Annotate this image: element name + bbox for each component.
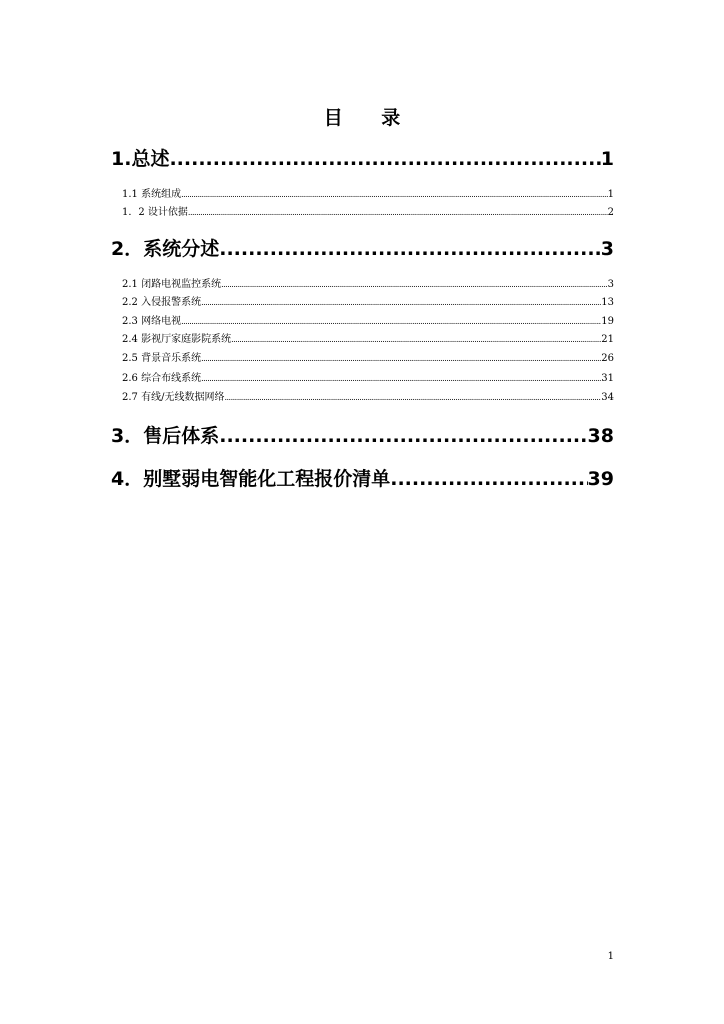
toc-entry-page: 31 (601, 373, 614, 384)
toc-entry-page: 26 (601, 353, 614, 364)
toc-entry-label: 2.4 影视厅家庭影院系统 (122, 334, 232, 345)
toc-entry-label: 1.总述 (111, 148, 170, 170)
toc-leader (188, 206, 608, 220)
toc-leader (219, 237, 601, 261)
toc-leader (221, 278, 608, 292)
toc-entry-page: 2 (607, 207, 614, 218)
toc-entry-after-sales[interactable] (111, 424, 614, 448)
toc-entry-page: 39 (587, 468, 614, 490)
toc-entry-network-tv[interactable] (122, 315, 614, 329)
toc-entry-label: 2.3 网络电视 (122, 316, 182, 327)
toc-leader (201, 352, 601, 366)
page-number: 1 (607, 951, 614, 962)
toc-entry-label: 2.1 闭路电视监控系统 (122, 279, 222, 290)
toc-entry-system-details[interactable] (111, 237, 614, 261)
toc-entry-home-theater[interactable] (122, 333, 614, 347)
toc-entry-page: 38 (587, 425, 614, 447)
toc-entry-page: 1 (607, 189, 614, 200)
toc-entry-label: 2．系统分述 (111, 238, 220, 260)
toc-leader (231, 333, 601, 347)
toc-leader (224, 391, 601, 405)
toc-entry-structured-cabling[interactable] (122, 372, 614, 386)
toc-leader (181, 188, 608, 202)
toc-entry-intrusion-alarm[interactable] (122, 296, 614, 310)
toc-entry-label: 2.5 背景音乐系统 (122, 353, 202, 364)
toc-leader (390, 467, 587, 491)
toc-entry-label: 2.7 有线/无线数据网络 (122, 392, 225, 403)
toc-entry-label: 2.6 综合布线系统 (122, 373, 202, 384)
toc-entry-overview[interactable] (111, 147, 614, 171)
toc-leader (169, 147, 600, 171)
toc-leader (201, 296, 601, 310)
toc-entry-background-music[interactable] (122, 352, 614, 366)
toc-entry-page: 21 (601, 334, 614, 345)
toc-entry-label: 4．别墅弱电智能化工程报价清单 (111, 468, 391, 490)
toc-entry-page: 3 (600, 238, 614, 260)
toc-leader (219, 424, 587, 448)
toc-entry-page: 34 (601, 392, 614, 403)
toc-entry-page: 1 (600, 148, 614, 170)
toc-entry-page: 13 (601, 297, 614, 308)
toc-entry-label: 3．售后体系 (111, 425, 220, 447)
toc-entry-label: 2.2 入侵报警系统 (122, 297, 202, 308)
toc-entry-data-network[interactable] (122, 391, 614, 405)
toc-entry-system-composition[interactable] (122, 188, 614, 202)
toc-entry-label: 1．2 设计依据 (122, 207, 188, 218)
toc-entry-cctv[interactable] (122, 278, 614, 292)
toc-leader (181, 315, 601, 329)
toc-entry-page: 19 (601, 316, 614, 327)
toc-leader (201, 372, 601, 386)
toc-entry-quotation-list[interactable] (111, 467, 614, 491)
page-title: 目 录 (323, 107, 417, 129)
toc-entry-page: 3 (607, 279, 614, 290)
toc-entry-label: 1.1 系统组成 (122, 189, 182, 200)
toc-entry-design-basis[interactable] (122, 206, 614, 220)
